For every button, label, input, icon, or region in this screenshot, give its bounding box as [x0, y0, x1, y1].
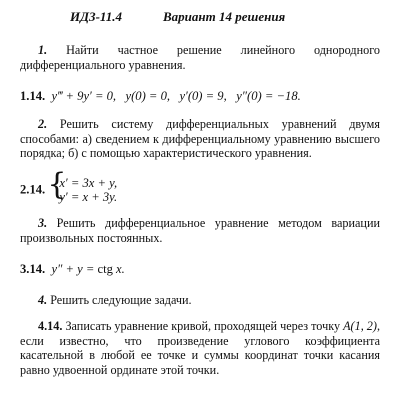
task-4-14-text-b: , если известно, что произведение углового коэффициента касательной в любой ее точке и суммы координат точки касания равно удвоенной ординате этой точки. — [20, 319, 381, 377]
task-4-text: Решить следующие задачи. — [50, 293, 192, 307]
task-1-number: 1. — [38, 43, 48, 57]
task-2-paragraph — [20, 117, 380, 161]
system-brace: { — [47, 167, 67, 202]
task-3-text: Решить дифференциальное уравнение методом вариации произвольных постоянных. — [20, 216, 380, 245]
initial-condition-y2: y″(0) = −18. — [236, 89, 301, 103]
assignment-code: ИДЗ-11.4 — [70, 9, 122, 24]
task-1-paragraph — [20, 43, 380, 72]
task-3-block — [20, 216, 380, 245]
variant-title: Вариант 14 решения — [163, 9, 286, 24]
task-4-14-paragraph — [20, 319, 380, 377]
task-4-block — [20, 293, 380, 308]
equation-3-14-arg: x. — [112, 262, 125, 276]
system-row-1: x′ = 3x + y, — [59, 176, 118, 190]
initial-condition-y0: y(0) = 0, — [125, 89, 171, 103]
equation-2-14-label: 2.14. — [20, 182, 46, 197]
task-1-block — [20, 43, 380, 72]
task-1-text: Найти частное решение линейного однородного дифференциального уравнения. — [20, 43, 380, 72]
equation-3-14-label: 3.14. — [20, 262, 46, 276]
task-2-block — [20, 117, 380, 161]
task-4-14-block — [20, 319, 380, 377]
task-3-number: 3. — [38, 216, 48, 230]
equation-system — [47, 167, 118, 204]
equation-3-14 — [20, 262, 125, 277]
equation-3-14-lhs: y″ + y = — [51, 262, 98, 276]
task-4-14-label: 4.14. — [38, 319, 63, 333]
equation-3-14-function: ctg — [97, 262, 113, 276]
task-4-14-text-a: Записать уравнение кривой, проходящей через точку — [65, 319, 344, 333]
equation-1-14-ode: y‴ + 9y′ = 0, — [51, 89, 117, 103]
task-4-14-point: A(1, 2) — [343, 319, 377, 333]
equation-1-14-label: 1.14. — [20, 89, 46, 103]
equation-1-14 — [20, 89, 301, 104]
task-4-paragraph — [20, 293, 380, 308]
task-2-number: 2. — [38, 117, 48, 131]
system-row-2: y′ = x + 3y. — [59, 190, 118, 204]
equation-2-14 — [20, 167, 118, 204]
task-4-number: 4. — [38, 293, 48, 307]
initial-condition-y1: y′(0) = 9, — [179, 89, 227, 103]
task-3-paragraph — [20, 216, 380, 245]
task-2-text: Решить систему дифференциальных уравнений двумя способами: а) сведением к дифференциальному уравнению высшего порядка; б) с помощью характеристического уравнения. — [20, 117, 381, 161]
